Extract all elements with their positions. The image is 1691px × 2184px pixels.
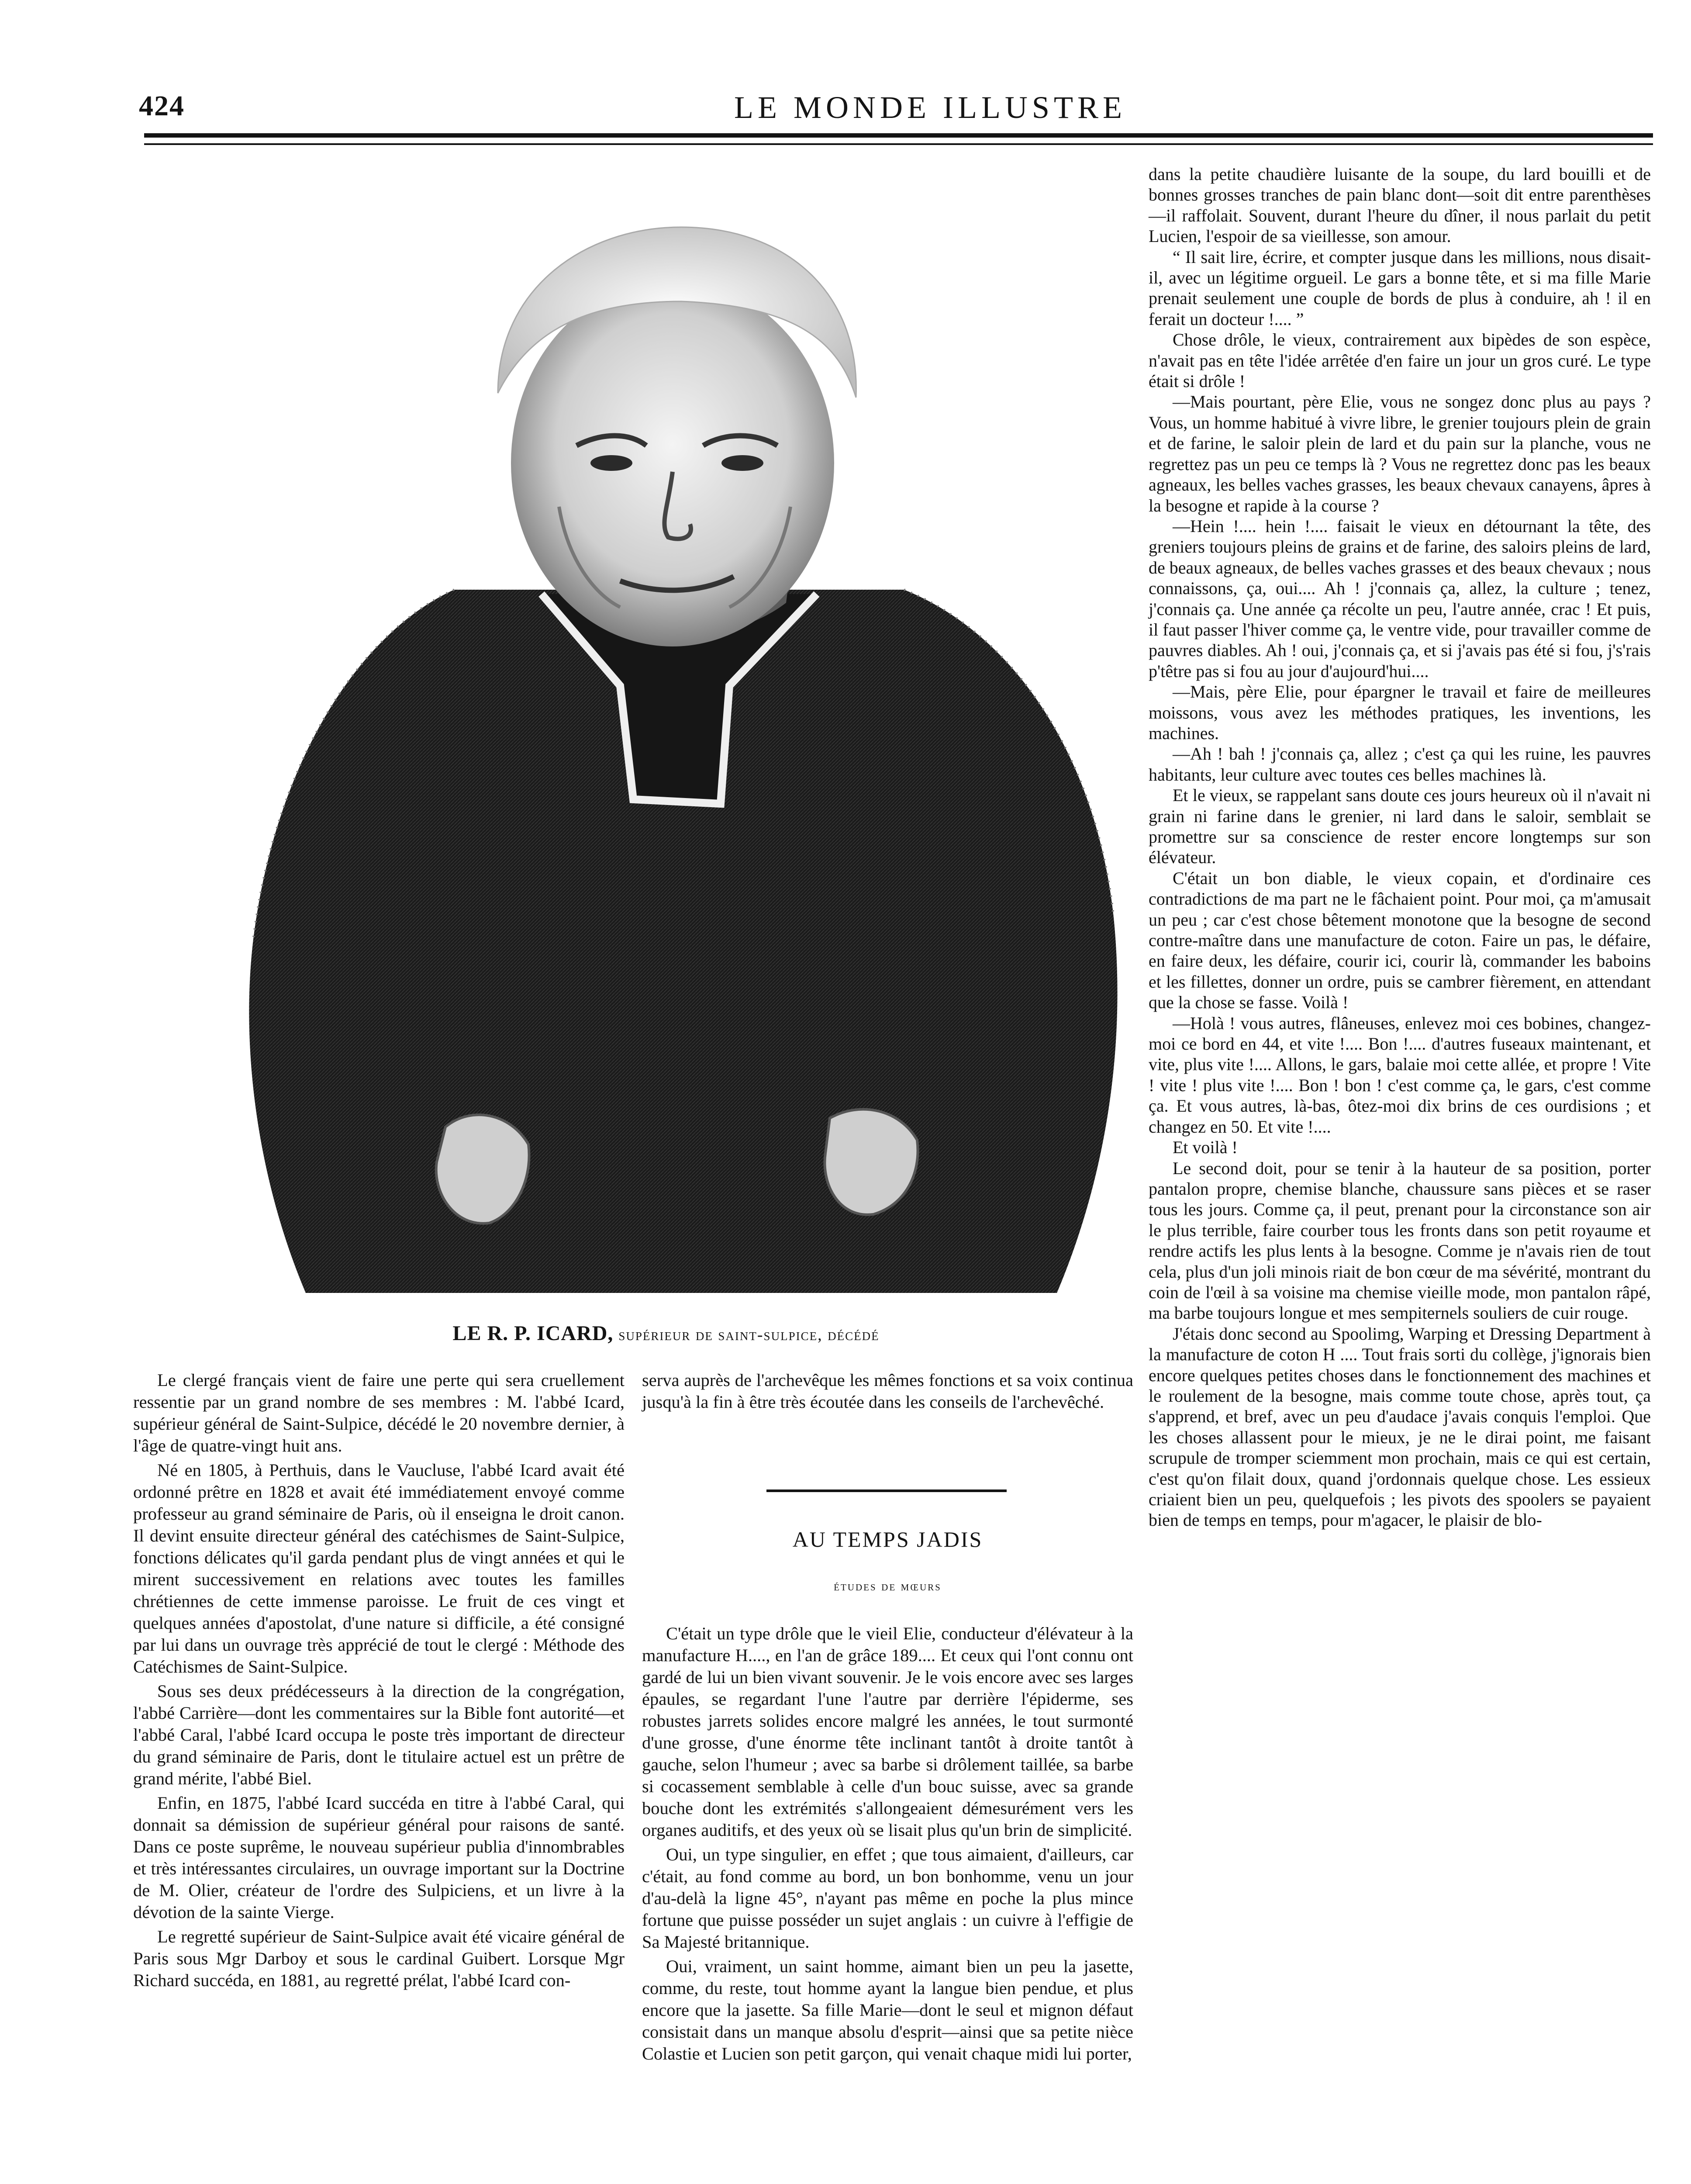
caption-name: LE R. P. ICARD, <box>452 1322 614 1345</box>
portrait-engraving <box>227 175 1135 1319</box>
paragraph: Sous ses deux prédécesseurs à la direction de la congrégation, l'abbé Carrière—dont les commentaires sur la Bible font autorité—et l'abbé Caral, l'abbé Icard occupa le poste très important de directeur du grand séminaire de Paris, dont le titulaire actuel est un prêtre de grand mérite, l'abbé Biel. <box>133 1681 625 1788</box>
paragraph: Le second doit, pour se tenir à la hauteur de sa position, porter pantalon propre, chemise blanche, chaussure sans pièces et se raser tous les jours. Comme ça, il peut, prenant pour la circonstance son air le plus terrible, faire courber tous les fronts dans son petit royaume et rendre actifs les plus lents à la besogne. Comme je n'avais rien de tout cela, plus d'un joli minois riait de bon cœur de ma sévérité, montrant du coin de l'œil à sa voisine ma chemise vieille mode, mon pantalon râpé, ma barbe toujours longue et mes sempiternels souliers de cuir rouge. <box>1149 1158 1651 1323</box>
paragraph: —Mais, père Elie, pour épargner le travail et faire de meilleures moissons, vous avez les méthodes pratiques, les inventions, les machines. <box>1149 682 1651 743</box>
paragraph: Le regretté supérieur de Saint-Sulpice avait été vicaire général de Paris sous Mgr Darboy et sous le cardinal Guibert. Lorsque Mgr Richard succéda, en 1881, au regretté prélat, l'abbé Icard con- <box>133 1927 625 1990</box>
paragraph: Le clergé français vient de faire une perte qui sera cruellement ressentie par un grand nombre de ses membres : M. l'abbé Icard, supérieur général de Saint-Sulpice, décédé le 20 novembre dernier, à l'âge de quatre-vingt huit ans. <box>133 1370 625 1455</box>
paragraph: serva auprès de l'archevêque les mêmes fonctions et sa voix continua jusqu'à la fin à être très écoutée dans les conseils de l'archevêché. <box>642 1370 1133 1412</box>
obituary-column-middle <box>642 1369 1133 1416</box>
paragraph: Et voilà ! <box>1173 1137 1238 1158</box>
paragraph: —Holà ! vous autres, flâneuses, enlevez moi ces bobines, changez-moi ce bord en 44, et vite !.... Bon !.... d'autres fuseaux maintenant, et vite, plus vite !.... Allons, le gars, balaie moi cette allée, et propre ! Vite ! vite ! plus vite !.... Bon ! bon ! c'est comme ça, le gars, c'est comme ça. Et vous autres, là-bas, ôtez-moi dix brins de ces ourdisions ; et changez en 50. Et vite !.... <box>1149 1013 1651 1137</box>
figure-caption <box>157 1321 1175 1345</box>
story-column-middle <box>642 1623 1133 2067</box>
story-column-right <box>1149 164 1651 1531</box>
section-divider <box>766 1489 1007 1492</box>
header-rule-thin <box>144 143 1653 145</box>
story-subtitle: études de mœurs <box>834 1579 942 1593</box>
header-rule-thick <box>144 133 1653 138</box>
paragraph: —Ah ! bah ! j'connais ça, allez ; c'est ça qui les ruine, les pauvres habitants, leur culture avec toutes ces belles machines là. <box>1149 744 1651 784</box>
masthead-title: LE MONDE ILLUSTRE <box>734 90 1126 125</box>
paragraph: Chose drôle, le vieux, contrairement aux bipèdes de son espèce, n'avait pas en tête l'idée arrêtée d'en faire un jour un gros curé. Le type était si drôle ! <box>1149 330 1651 391</box>
paragraph: J'étais donc second au Spoolimg, Warping et Dressing Department à la manufacture de coton H .... Tout frais sorti du collège, j'ignorais bien encore quelques petites choses dans le fonctionnement des machines et le roulement de la besogne, mais comme toute chose, après tout, ça s'apprend, et bref, avec un peu d'audace j'avais conquis l'emploi. Que les choses allassent pour le mieux, je ne le dirai point, me faisant scrupule de tromper sciemment mon prochain, mais ce qui est certain, c'est qu'on filait doux, quand j'ordonnais quelque chose. Les essieux criaient bien un peu, quelquefois ; les pivots des spoolers se payaient bien de temps en temps, pour m'agacer, le plaisir de blo- <box>1149 1324 1651 1530</box>
story-title: AU TEMPS JADIS <box>792 1527 983 1552</box>
paragraph: —Mais pourtant, père Elie, vous ne songez donc plus au pays ? Vous, un homme habitué à vivre libre, le grenier toujours plein de grain et de farine, le saloir plein de lard et du pain sur la planche, vous ne regrettez pas un peu ce temps là ? Vous ne regrettez donc pas les beaux agneaux, les belles vaches grasses, les beaux chevaux canayens, âpres à la besogne et rapide à la course ? <box>1149 392 1651 515</box>
paragraph: “ Il sait lire, écrire, et compter jusque dans les millions, nous disait-il, avec un légitime orgueil. Le gars a bonne tête, et si ma fille Marie prenait seulement une couple de bords de plus à conduire, ah ! il en ferait un docteur !.... ” <box>1149 247 1651 329</box>
paragraph: C'était un type drôle que le vieil Elie, conducteur d'élévateur à la manufacture H...., en l'an de grâce 189.... Et ceux qui l'ont connu ont gardé de lui un bien vivant souvenir. Je le vois encore avec ses larges épaules, se regardant l'une l'autre par derrière l'épiderme, ses robustes jarrets solides encore malgré les années, le tout surmonté d'une grosse, d'une énorme tête inclinant tantôt à droite tantôt à gauche, selon l'humeur ; avec sa barbe si drôlement taillée, sa barbe si cocassement semblable à celle d'un bouc suisse, avec sa grande bouche dont les extrémités s'allongeaient démesurément vers les organes auditifs, et des yeux où se lisait plus qu'un brin de simplicité. <box>642 1624 1133 1840</box>
obituary-column-left <box>133 1369 625 1994</box>
paragraph: Oui, vraiment, un saint homme, aimant bien un peu la jasette, comme, du reste, tout homme ayant la langue bien pendue, et plus encore que la jasette. Sa fille Marie—dont le seul et mignon défaut consistait dans un manque absolu d'esprit—ainsi que sa petite nièce Colastie et Lucien son petit garçon, qui venait chaque midi lui porter, <box>642 1956 1133 2063</box>
paragraph: —Hein !.... hein !.... faisait le vieux en détournant la tête, des greniers toujours pleins de grains et de farine, des saloirs pleins de lard, de beaux agneaux, de belles vaches grasses et des beaux chevaux ; nous connaissons, ça, oui.... Ah ! j'connais ça, allez, la culture ; tenez, j'connais ça. Une année ça récolte un peu, l'autre année, crac ! Et puis, il faut passer l'hiver comme ça, le ventre vide, pour travailler comme de pauvres diables. Ah ! oui, j'connais ça, et si j'avais pas été si fou, j's'rais p'têtre pas si fou au jour d'aujourd'hui.... <box>1149 516 1651 681</box>
paragraph: Oui, un type singulier, en effet ; que tous aimaient, d'ailleurs, car c'était, au fond comme au bord, un bon bonhomme, venu un jour d'au-delà la ligne 45°, n'ayant pas même en poche la plus mince fortune que puisse posséder un sujet anglais : un cuivre à l'effigie de Sa Majesté britannique. <box>642 1845 1133 1952</box>
paragraph: Enfin, en 1875, l'abbé Icard succéda en titre à l'abbé Caral, qui donnait sa démission de supérieur général pour raisons de santé. Dans ce poste suprême, le nouveau supérieur publia d'innombrables et très intéressantes circulaires, un ouvrage important sur la Doctrine de M. Olier, créateur de l'ordre des Sulpiciens, et un livre à la dévotion de la sainte Vierge. <box>133 1793 625 1922</box>
paragraph: C'était un bon diable, le vieux copain, et d'ordinaire ces contradictions de ma part ne le fâchaient point. Pour moi, ça m'amusait un peu ; car c'est chose bêtement monotone que la besogne de second contre-maître dans une manufacture de coton. Faire un pas, le défaire, en faire deux, les défaire, courir ici, courir là, commander les baboins et les fillettes, donner un ordre, puis se cambrer fièrement, en attendant que la chose se fasse. Voilà ! <box>1149 868 1651 1013</box>
page-number: 424 <box>139 90 185 122</box>
paragraph: Né en 1805, à Perthuis, dans le Vaucluse, l'abbé Icard avait été ordonné prêtre en 1828 et avait été immédiatement envoyé comme professeur au grand séminaire de Paris, où il enseigna le droit canon. Il devint ensuite directeur général des catéchismes de Saint-Sulpice, fonctions délicates qu'il garda pendant plus de vingt années et qui le mirent successivement en relations avec toutes les familles chrétiennes de cette immense paroisse. Le fruit de ces vingt et quelques années d'apostolat, d'une nature si difficile, a été consigné par lui dans un ouvrage très apprécié de tout le clergé : Méthode des Catéchismes de Saint-Sulpice. <box>133 1460 625 1676</box>
caption-subtitle: supérieur de saint-sulpice, décédé <box>618 1326 880 1344</box>
paragraph: Et le vieux, se rappelant sans doute ces jours heureux où il n'avait ni grain ni farine dans le grenier, ni lard dans le saloir, semblait se promettre sur sa conscience de rester encore longtemps sur son élévateur. <box>1149 785 1651 867</box>
paragraph: dans la petite chaudière luisante de la soupe, du lard bouilli et de bonnes grosses tranches de pain blanc dont—soit dit entre parenthèses—il raffolait. Souvent, durant l'heure du dîner, il nous parlait du petit Lucien, l'espoir de sa vieillesse, son amour. <box>1149 164 1651 246</box>
